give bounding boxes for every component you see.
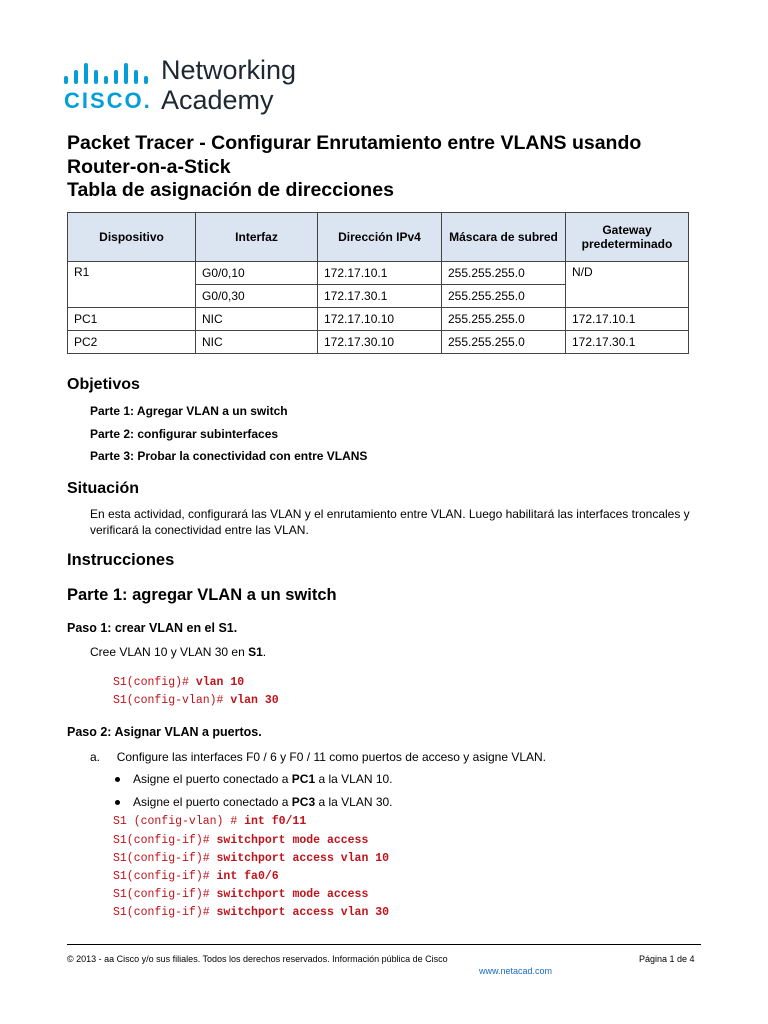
table-cell: 255.255.255.0	[442, 262, 566, 285]
code-line: S1 (config-vlan) # int f0/11	[113, 815, 307, 828]
objective-item: Parte 3: Probar la conectividad con entre VLANS	[90, 449, 368, 463]
table-row	[68, 331, 689, 354]
table-cell: 172.17.10.1	[566, 308, 689, 331]
objetivos-heading: Objetivos	[67, 376, 140, 393]
table-cell: PC1	[68, 308, 196, 331]
instrucciones-heading: Instrucciones	[67, 551, 175, 569]
table-cell: R1	[68, 262, 196, 308]
addressing-table	[67, 212, 689, 354]
table-cell: 172.17.30.10	[318, 331, 442, 354]
code-line: S1(config-if)# switchport mode access	[113, 888, 369, 901]
code-line: S1(config-if)# switchport access vlan 30	[113, 906, 390, 919]
table-cell: 255.255.255.0	[442, 308, 566, 331]
footer-copyright: © 2013 - aa Cisco y/o sus filiales. Todos los derechos reservados. Información pública de Cisco	[67, 954, 448, 964]
cisco-wordmark: CISCO.	[64, 88, 152, 113]
table-cell: 255.255.255.0	[442, 285, 566, 308]
col-header: Dirección IPv4	[318, 213, 442, 262]
code-line: S1(config-if)# switchport access vlan 10	[113, 852, 390, 865]
situacion-heading: Situación	[67, 480, 140, 497]
cisco-bars-icon	[64, 62, 148, 84]
table-row	[68, 262, 689, 285]
step1-text: Cree VLAN 10 y VLAN 30 en S1.	[90, 645, 267, 659]
col-header: Dispositivo	[68, 213, 196, 262]
table-cell: 255.255.255.0	[442, 331, 566, 354]
col-header: Gateway predeterminado	[566, 213, 689, 262]
logo-networking: Networking	[161, 55, 297, 85]
table-row	[68, 308, 689, 331]
situacion-text: En esta actividad, configurará las VLAN y el enrutamiento entre VLAN. Luego habilitará las interfaces troncales y verificará la conectividad entre las VLAN.	[90, 507, 690, 537]
table-cell: 172.17.30.1	[318, 285, 442, 308]
bullet-item: Asigne el puerto conectado a PC3 a la VLAN 30.	[133, 795, 393, 809]
footer-divider	[67, 944, 701, 945]
table-cell: N/D	[566, 262, 689, 308]
table-cell: G0/0,10	[196, 262, 318, 285]
cisco-networking-academy-logo	[64, 55, 304, 118]
table-cell: 172.17.30.1	[566, 331, 689, 354]
part1-heading: Parte 1: agregar VLAN a un switch	[67, 586, 337, 604]
page-title: Packet Tracer - Configurar Enrutamiento entre VLANS usando Router-on-a-Stick	[67, 132, 642, 178]
table-cell: NIC	[196, 308, 318, 331]
footer-page-number: Página 1 de 4	[639, 954, 695, 964]
step2-item-a: a. Configure las interfaces F0 / 6 y F0 / 11 como puertos de acceso y asigne VLAN.	[90, 750, 547, 764]
step2-heading: Paso 2: Asignar VLAN a puertos.	[67, 725, 262, 739]
footer-url-link[interactable]: www.netacad.com	[479, 966, 553, 976]
code-line: S1(config)# vlan 10	[113, 676, 245, 689]
col-header: Máscara de subred	[442, 213, 566, 262]
code-line: S1(config-if)# switchport mode access	[113, 834, 369, 847]
table-cell: NIC	[196, 331, 318, 354]
table-cell: 172.17.10.10	[318, 308, 442, 331]
code-line: S1(config-if)# int fa0/6	[113, 870, 279, 883]
objective-item: Parte 2: configurar subinterfaces	[90, 427, 279, 441]
step1-heading: Paso 1: crear VLAN en el S1.	[67, 621, 238, 635]
table-cell: 172.17.10.1	[318, 262, 442, 285]
table-cell: G0/0,30	[196, 285, 318, 308]
code-line: S1(config-vlan)# vlan 30	[113, 694, 279, 707]
bullet-item: Asigne el puerto conectado a PC1 a la VLAN 10.	[133, 772, 393, 786]
objective-item: Parte 1: Agregar VLAN a un switch	[90, 404, 288, 418]
table-header-row	[68, 213, 689, 262]
col-header: Interfaz	[196, 213, 318, 262]
logo-academy: Academy	[161, 85, 274, 115]
table-cell: PC2	[68, 331, 196, 354]
table-title: Tabla de asignación de direcciones	[67, 179, 394, 201]
